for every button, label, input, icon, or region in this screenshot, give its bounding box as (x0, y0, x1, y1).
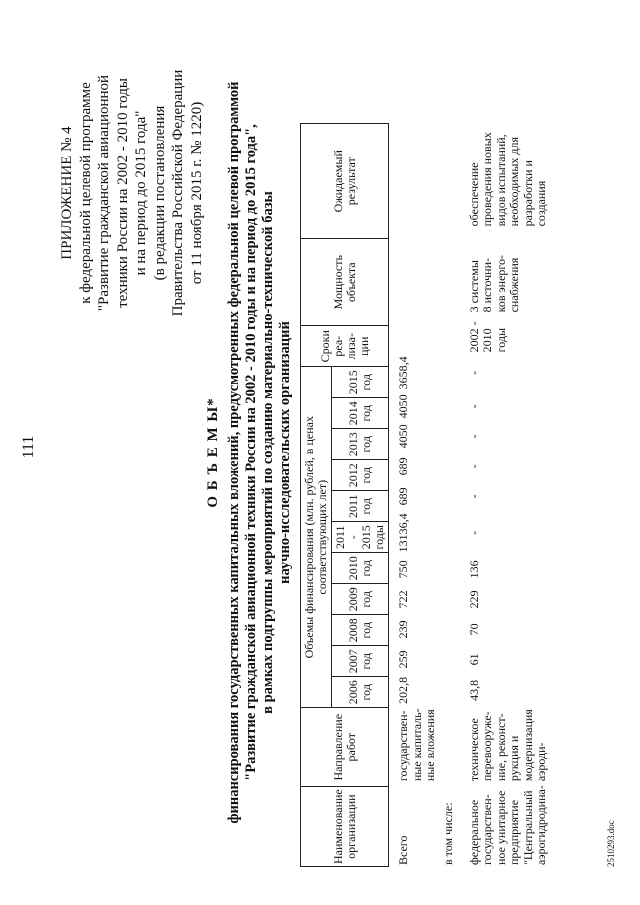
header-year-part: 2011 - (333, 525, 360, 550)
header-terms (301, 326, 389, 367)
cell-value (395, 644, 440, 674)
cell-value (395, 391, 440, 421)
cell-value-line: 202,8 (396, 676, 410, 704)
table-row (466, 114, 551, 867)
cell-result-line: создания (534, 180, 548, 227)
cell-value-line: 229 (466, 590, 481, 609)
cell-value (440, 554, 466, 584)
appendix-header (58, 23, 206, 363)
cell-direction-line: техническое (466, 718, 481, 782)
cell-direction (440, 706, 466, 783)
cell-value (395, 481, 440, 511)
cell-capacity-line: снабжения (507, 257, 521, 313)
terms-header-line: лиза- (343, 333, 358, 360)
header-year-part: год (359, 467, 373, 484)
cell-value (466, 511, 551, 554)
cell-value (466, 391, 551, 421)
header-year-part: год (359, 591, 373, 608)
header-year-part: год (359, 405, 373, 422)
cell-value (440, 481, 466, 511)
financing-table-body (395, 114, 551, 867)
page-number: 111 (20, 435, 37, 459)
cell-terms-line: 2010 (480, 328, 494, 353)
table-row (440, 114, 466, 867)
cell-result (466, 114, 551, 228)
cell-value-line: 722 (396, 590, 410, 609)
header-year-part: 2015 (346, 370, 360, 395)
cell-value (466, 554, 551, 584)
cell-result-line: необходимых для (507, 137, 521, 227)
cell-result-line: обеспечение (466, 162, 481, 227)
appendix-line: к федеральной целевой программе (77, 82, 94, 304)
cell-capacity-line: 8 источни- (480, 257, 494, 313)
cell-result (440, 114, 466, 228)
header-year-part: год (359, 560, 373, 577)
cell-terms-line: годы (493, 327, 508, 353)
cell-value (440, 421, 466, 451)
header-year-1 (332, 646, 389, 677)
cell-value (395, 451, 440, 481)
appendix-line: "Развитие гражданской авиационной (96, 74, 112, 312)
cell-value-line: 689 (396, 457, 410, 476)
cell-value (395, 554, 440, 584)
file-reference: 2510293.doc (606, 820, 616, 867)
document-subtitle (226, 60, 294, 845)
header-year-part: 2015 (359, 525, 373, 550)
subtitle-line: в рамках подгруппы мероприятий по созданию материально-технической базы (260, 191, 276, 714)
cell-value (440, 354, 466, 391)
cell-value (466, 451, 551, 481)
cell-value-line: - (466, 370, 481, 375)
table-row (395, 114, 440, 867)
header-year-part: 2013 (346, 432, 360, 457)
cell-value (440, 584, 466, 614)
cell-value-line: 3658,4 (396, 356, 410, 390)
header-year-part: 2010 (346, 556, 360, 581)
appendix-line: от 11 ноября 2015 г. № 1220) (188, 101, 205, 285)
header-year-part: 2007 (346, 649, 360, 674)
cell-value (440, 451, 466, 481)
cell-value (466, 421, 551, 451)
cell-direction-line: модернизация (520, 709, 535, 782)
cell-value (395, 511, 440, 554)
cell-result-line: видов испытаний, (493, 134, 508, 227)
subtitle-line: финансирования государственных капитальных вложений, предусмотренных федеральной целевой программой (226, 81, 242, 824)
header-year-part: 2006 (346, 680, 360, 705)
header-year-part: год (359, 374, 373, 391)
subtitle-line: научно-исследовательских организаций (277, 321, 293, 584)
header-year-part: год (359, 684, 373, 701)
cell-capacity-line: ков энерго- (493, 254, 508, 313)
cell-terms (440, 314, 466, 354)
header-year-2 (332, 615, 389, 646)
cell-direction-line: государствен- (396, 710, 410, 782)
cell-value (440, 614, 466, 644)
cell-value (395, 354, 440, 391)
cell-value-line: 689 (396, 487, 410, 506)
cell-value (440, 674, 466, 706)
cell-terms (395, 314, 440, 354)
cell-capacity-line: 3 системы (466, 260, 481, 313)
cell-value (440, 511, 466, 554)
cell-organization-line: государствен- (480, 794, 494, 865)
cell-organization (440, 783, 466, 867)
cell-value-line: 239 (396, 620, 410, 639)
cell-direction-line: ние, реконст- (493, 713, 508, 782)
cell-value-line: 4050 (396, 394, 410, 419)
cell-direction-line: аэроди- (534, 742, 548, 782)
cell-value (395, 584, 440, 614)
header-result: Ожидаемый результат (301, 124, 389, 239)
header-funding: Объемы финансирования (млн. рублей, в ценах соответствующих лет) (301, 367, 332, 708)
cell-value (440, 391, 466, 421)
cell-value-line: 61 (466, 653, 481, 666)
header-year-part: год (359, 653, 373, 670)
header-year-part: год (359, 436, 373, 453)
header-year-part: год (359, 622, 373, 639)
cell-value-line: 4050 (396, 424, 410, 449)
cell-value (466, 614, 551, 644)
cell-value-line: - (466, 494, 481, 499)
appendix-line: техники России на 2002 - 2010 годы (114, 78, 131, 308)
cell-organization-line: аэрогидродина- (534, 785, 548, 865)
cell-capacity (440, 228, 466, 314)
header-year-9 (332, 398, 389, 429)
cell-value (466, 584, 551, 614)
cell-direction-line: ные капиталь- (409, 708, 424, 782)
appendix-line: ПРИЛОЖЕНИЕ № 4 (59, 126, 75, 260)
header-year-part: год (359, 498, 373, 515)
cell-terms-line: 2002 - (466, 321, 481, 353)
cell-organization (395, 783, 440, 867)
document-title: О Б Ъ Е М Ы* (205, 397, 221, 508)
cell-value (466, 481, 551, 511)
header-year-7 (332, 460, 389, 491)
header-year-4 (332, 553, 389, 584)
cell-value (466, 644, 551, 674)
header-year-part: годы (372, 525, 386, 550)
terms-header-line: реа- (330, 335, 345, 357)
header-organization: Наименование организации (301, 787, 389, 867)
cell-value-line: 43,8 (466, 679, 481, 701)
appendix-line: Правительства Российской Федерации (170, 69, 186, 317)
cell-capacity (466, 228, 551, 314)
cell-value (466, 674, 551, 706)
cell-organization-line: Всего (396, 835, 410, 865)
cell-value-line: 750 (396, 560, 410, 579)
cell-terms (466, 314, 551, 354)
terms-header-line: Сроки (317, 330, 332, 363)
cell-direction (395, 706, 440, 783)
cell-capacity (395, 228, 440, 314)
subtitle-line: "Развитие гражданской авиационной техники России на 2002 - 2010 годы и на период до 2015 года", (243, 124, 259, 781)
header-year-6 (332, 491, 389, 522)
cell-organization (466, 783, 551, 867)
header-year-3 (332, 584, 389, 615)
cell-value (395, 674, 440, 706)
cell-result-line: проведения новых (480, 132, 494, 227)
header-year-5 (332, 522, 389, 553)
cell-value-line: 136 (466, 560, 481, 579)
cell-direction-line: ные вложения (423, 709, 437, 782)
cell-value (466, 354, 551, 391)
header-year-part: 2008 (346, 618, 360, 643)
cell-value (395, 614, 440, 644)
cell-organization-line: федеральное (466, 799, 481, 865)
cell-organization-line: "Центральный (520, 790, 535, 865)
header-year-part: 2012 (346, 463, 360, 488)
cell-result (395, 114, 440, 228)
cell-organization-line: в том числе: (440, 802, 455, 865)
financing-table-header (300, 123, 389, 867)
cell-value-line: 259 (396, 650, 410, 669)
cell-value (440, 644, 466, 674)
cell-direction-line: рукция и (507, 735, 521, 782)
header-year-part: 2009 (346, 587, 360, 612)
cell-direction (466, 706, 551, 783)
appendix-line: (в редакции постановления (151, 105, 168, 281)
header-year-part: 2014 (346, 401, 360, 426)
cell-result-line: разработки и (520, 160, 535, 227)
header-year-10 (332, 367, 389, 398)
cell-direction-line: перевооруже- (480, 711, 494, 782)
header-year-part: 2011 (346, 494, 360, 519)
cell-organization-line: ное унитарное (493, 790, 508, 865)
terms-header-line: ции (356, 336, 371, 356)
cell-value-line: - (466, 530, 481, 535)
cell-value-line: 13136,4 (396, 513, 410, 553)
header-row-top (301, 124, 332, 867)
cell-value-line: - (466, 434, 481, 439)
cell-value-line: - (466, 464, 481, 469)
cell-value-line: - (466, 404, 481, 409)
appendix-line: и на период до 2015 года" (133, 110, 149, 276)
header-year-0 (332, 677, 389, 708)
cell-organization-line: предприятие (507, 799, 521, 865)
cell-value-line: 70 (466, 623, 481, 636)
cell-value (395, 421, 440, 451)
header-year-8 (332, 429, 389, 460)
header-direction: Направление работ (301, 708, 389, 787)
header-capacity: Мощность объекта (301, 239, 389, 326)
